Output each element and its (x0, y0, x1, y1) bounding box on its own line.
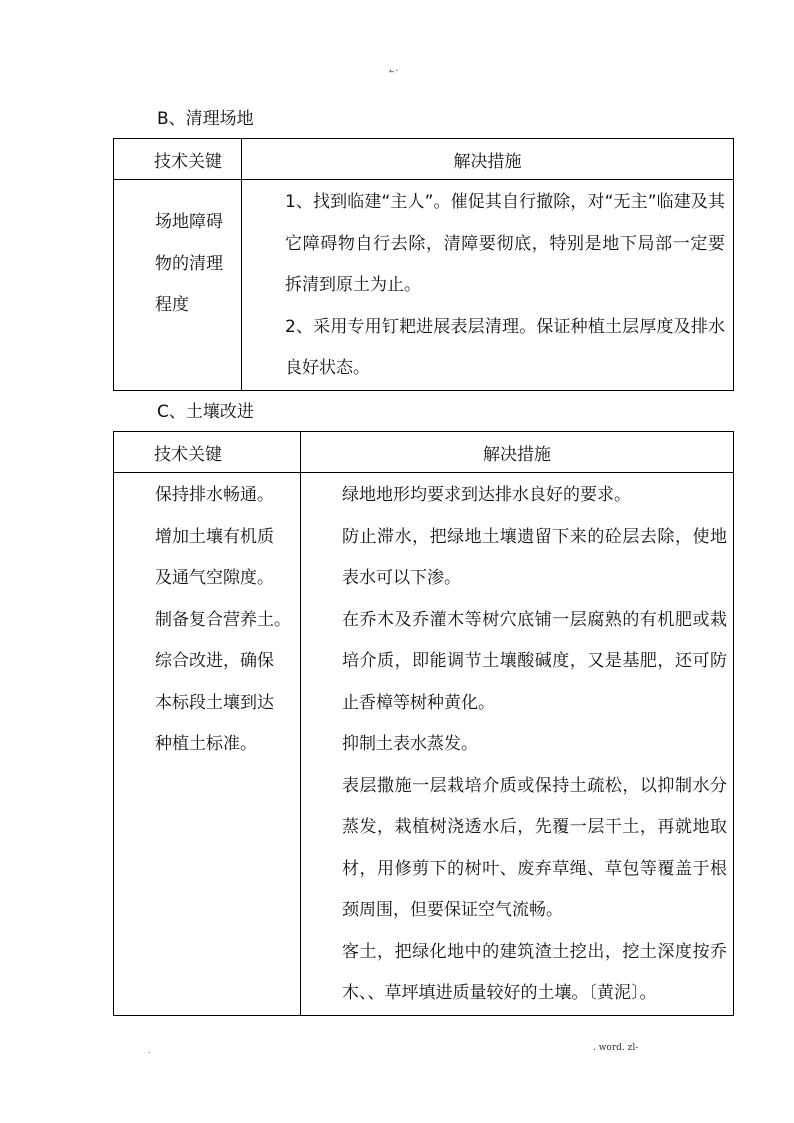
section-c-col1-header: 技术关键 (114, 432, 301, 473)
section-b-key-line: 物的清理 (155, 253, 223, 274)
footer-right-text: . word. zl- (593, 1043, 639, 1053)
section-b-key-cell (114, 180, 242, 391)
section-c-body-row (114, 473, 734, 1016)
section-c-title: C、土壤改进 (157, 402, 254, 422)
section-b-col1-header: 技术关键 (114, 139, 242, 180)
section-c-measure: 绿地地形均要求到达排水良好的要求。 (342, 485, 631, 505)
section-c-measures-cell (301, 473, 734, 1016)
header-underline: ‾ (389, 71, 394, 82)
section-c-key-line: 保持排水畅通。 (155, 485, 274, 505)
section-b-table (113, 138, 734, 391)
section-b-measure-1: 1、找到临建“主人”。催促其自行撤除，对“无主”临建及其它障碍物自行去除，清障要彻底，特别是地下局部一定要拆清到原土为止。 (285, 192, 725, 295)
section-b-measures-cell (242, 180, 734, 391)
section-c-measure: 在乔木及乔灌木等树穴底铺一层腐熟的有机肥或栽培介质，即能调节土壤酸碱度，又是基肥，还可防止香樟等树种黄化。 (342, 609, 727, 713)
section-c-measure: 抑制土表水蒸发。 (342, 734, 478, 754)
section-b-title: B、清理场地 (157, 109, 254, 129)
section-c-key-line: 综合改进，确保 (155, 651, 274, 671)
section-c-key-cell (114, 473, 301, 1016)
section-c-header-row (114, 432, 734, 473)
section-c-key-line: 种植土标准。 (155, 734, 257, 754)
section-c-col2-header: 解决措施 (301, 432, 734, 473)
section-c-key-line: 本标段土壤到达 (155, 692, 274, 713)
section-c-measure: 表层撒施一层栽培介质或保持土疏松，以抑制水分蒸发，栽植树浇透水后，先覆一层干土，再就地取材，用修剪下的树叶、废弃草绳、草包等覆盖于根颈周围，但要保证空气流畅。 (342, 775, 727, 920)
section-c-measure: 防止滞水，把绿地土壤遗留下来的砼层去除，使地表水可以下渗。 (342, 526, 727, 588)
footer-left-mark: . (148, 1046, 151, 1055)
section-b-header-row (114, 139, 734, 180)
section-c-measure: 客土，把绿化地中的建筑渣土挖出，挖土深度按乔木、、草坪填进质量较好的土壤。〔黄泥〕。 (342, 941, 727, 1003)
section-c-key-line: 增加土壤有机质 (155, 526, 274, 547)
section-b-col2-header: 解决措施 (242, 139, 734, 180)
section-b-measure-2: 2、采用专用钉耙进展表层清理。保证种植土层厚度及排水良好状态。 (285, 316, 725, 378)
header-dots: . . (389, 63, 399, 74)
section-c-key-line: 及通气空隙度。 (155, 568, 274, 588)
section-b-key-line: 程度 (155, 295, 189, 315)
section-b-body-row (114, 180, 734, 391)
section-c-key-line: 制备复合营养土。 (155, 609, 291, 630)
page-header-mark (389, 64, 399, 82)
section-c-table (113, 431, 734, 1016)
section-b-key-line: 场地障碍 (155, 212, 223, 232)
